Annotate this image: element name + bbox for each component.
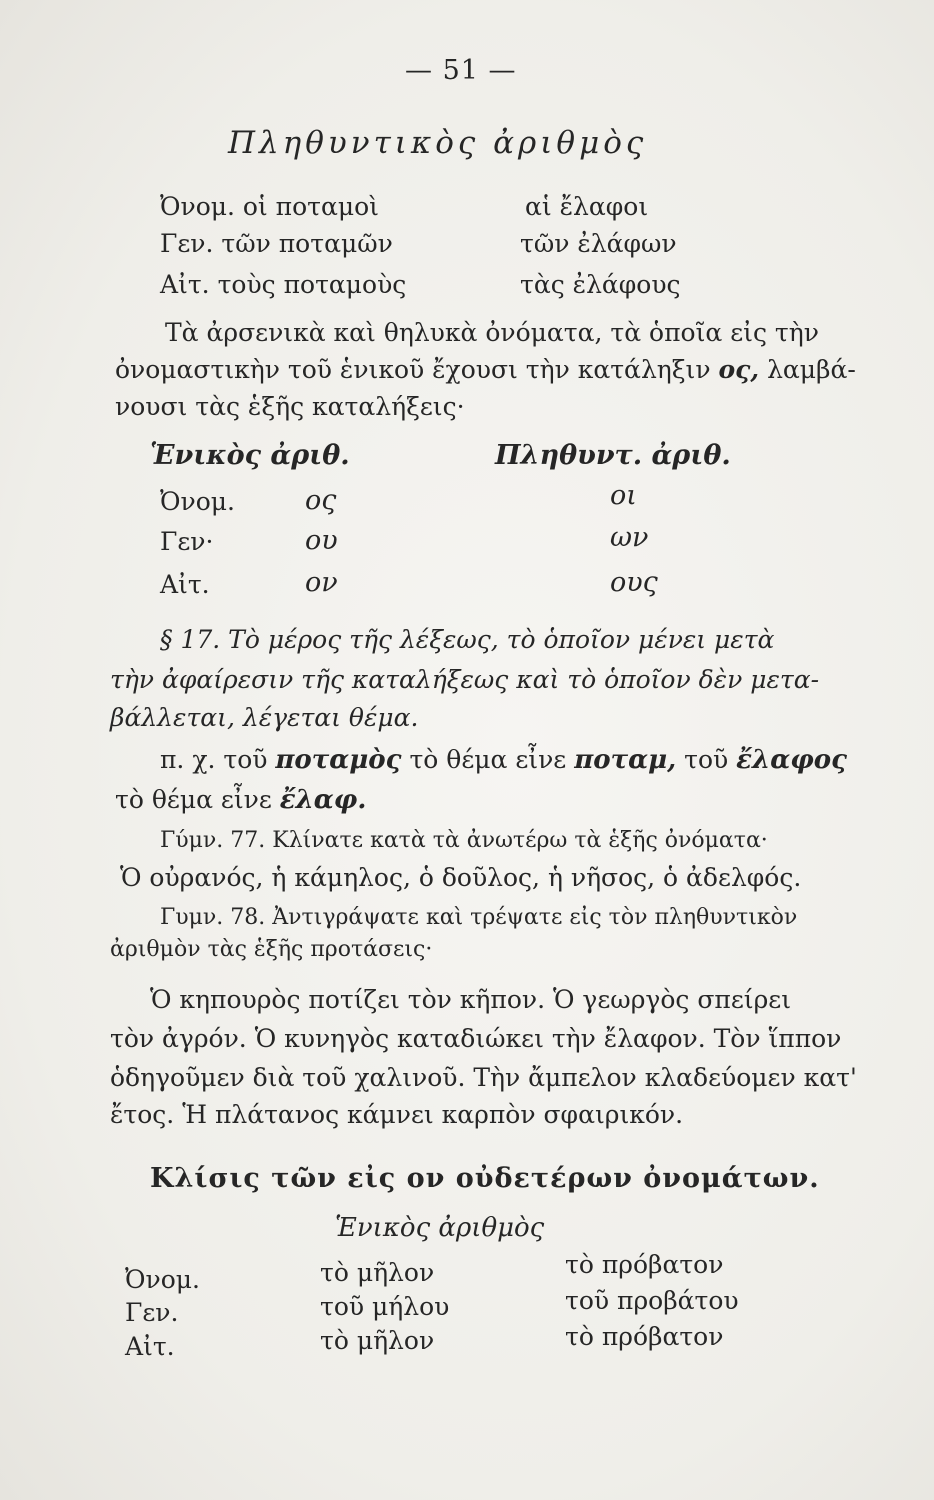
endings-row-3-pl: ους — [610, 567, 658, 598]
neuter-row-1-b: τὸ πρόβατον — [565, 1250, 724, 1279]
endings-row-3-sg: ον — [305, 567, 338, 598]
exercise-77-instruction: Γύμν. 77. Κλίνατε κατὰ τὰ ἀνωτέρω τὰ ἑξῆς ὀνόματα· — [160, 828, 768, 853]
example-theme-is-2: τὸ θέμα εἶνε — [115, 785, 272, 814]
example-line-2 — [115, 785, 366, 815]
para1-line-1: Τὰ ἀρσενικὰ καὶ θηλυκὰ ὀνόματα, τὰ ὁποῖα εἰς τὴν — [165, 318, 819, 347]
neuter-row-3-b: τὸ πρόβατον — [565, 1322, 724, 1351]
ending-os: ος, — [718, 355, 760, 384]
exercise-78-line-1: Γυμν. 78. Ἀντιγράψατε καὶ τρέψατε εἰς τὸν πληθυντικὸν — [160, 905, 798, 930]
example-word-potamos: ποταμὸς — [275, 745, 402, 775]
example-tou: τοῦ — [684, 745, 729, 774]
section17-line-2: τὴν ἀφαίρεσιν τῆς καταλήξεως καὶ τὸ ὁποῖον δὲν μετα- — [110, 665, 820, 694]
endings-singular-title: Ἑνικὸς ἀριθ. — [150, 440, 350, 471]
endings-row-3-case: Αἰτ. — [160, 570, 210, 599]
decl1-row-2-form: τῶν ἐλάφων — [520, 229, 677, 258]
decl1-row-3-case: Αἰτ. τοὺς ποταμοὺς — [160, 270, 407, 299]
para1-line-3: νουσι τὰς ἑξῆς καταλήξεις· — [115, 392, 465, 421]
decl1-row-3-form: τὰς ἐλάφους — [520, 270, 681, 299]
example-stem-elaf: ἔλαφ. — [279, 785, 367, 815]
neuter-row-2-b: τοῦ προβάτου — [565, 1286, 739, 1315]
endings-row-2-sg: ου — [305, 525, 338, 556]
example-pch: π. χ. τοῦ — [160, 745, 268, 774]
example-stem-potam: ποταμ, — [574, 745, 677, 775]
neuter-row-3-a: τὸ μῆλον — [320, 1326, 435, 1355]
exercise-78-line-5: ὁδηγοῦμεν διὰ τοῦ χαλινοῦ. Τὴν ἄμπελον κλαδεύομεν κατ' — [110, 1063, 857, 1092]
para1-line-2-text: ὀνομαστικὴν τοῦ ἑνικοῦ ἔχουσι τὴν κατάληξιν — [115, 355, 711, 384]
exercise-78-line-2: ἀριθμὸν τὰς ἑξῆς προτάσεις· — [110, 937, 433, 962]
endings-row-2-case: Γεν· — [160, 527, 214, 556]
section17-line-1: § 17. Τὸ μέρος τῆς λέξεως, τὸ ὁποῖον μένει μετὰ — [160, 625, 775, 654]
example-theme-is: τὸ θέμα εἶνε — [409, 745, 567, 774]
endings-row-1-pl: οι — [610, 480, 637, 511]
endings-row-1-sg: ος — [305, 485, 337, 516]
endings-row-2-pl: ων — [610, 522, 649, 553]
example-word-elafos: ἔλαφος — [736, 745, 847, 775]
neuter-row-2-a: τοῦ μήλου — [320, 1292, 450, 1321]
section17-line-3: βάλλεται, λέγεται θέμα. — [110, 703, 419, 732]
decl1-row-1-case: Ὀνομ. οἱ ποταμοὶ — [160, 192, 379, 221]
decl1-row-2-case: Γεν. τῶν ποταμῶν — [160, 229, 393, 258]
neuter-heading: Κλίσις τῶν εἰς ον οὐδετέρων ὀνομάτων. — [150, 1163, 820, 1194]
decl1-row-1-form: αἱ ἔλαφοι — [525, 192, 649, 221]
para1-line-2-end: λαμβά- — [767, 355, 856, 384]
neuter-row-1-a: τὸ μῆλον — [320, 1258, 435, 1287]
neuter-row-1-case: Ὀνομ. — [125, 1265, 200, 1294]
plural-heading: Πληθυντικὸς ἀριθμὸς — [228, 125, 648, 161]
para1-line-2 — [115, 355, 856, 384]
endings-row-1-case: Ὀνομ. — [160, 487, 235, 516]
example-line-1 — [160, 745, 847, 775]
neuter-singular-title: Ἑνικὸς ἀριθμὸς — [335, 1213, 545, 1243]
exercise-78-line-6: ἔτος. Ἡ πλάτανος κάμνει καρπὸν σφαιρικόν. — [110, 1100, 684, 1129]
page-number: — 51 — — [405, 55, 517, 86]
exercise-77-words: Ὁ οὐρανός, ἡ κάμηλος, ὁ δοῦλος, ἡ νῆσος, ὁ ἀδελφός. — [120, 863, 802, 892]
exercise-78-line-4: τὸν ἀγρόν. Ὁ κυνηγὸς καταδιώκει τὴν ἔλαφον. Τὸν ἵππον — [110, 1024, 842, 1053]
neuter-row-3-case: Αἰτ. — [125, 1332, 175, 1361]
exercise-78-line-3: Ὁ κηπουρὸς ποτίζει τὸν κῆπον. Ὁ γεωργὸς σπείρει — [150, 985, 792, 1014]
neuter-row-2-case: Γεν. — [125, 1298, 179, 1327]
endings-plural-title: Πληθυντ. ἀριθ. — [495, 440, 731, 471]
